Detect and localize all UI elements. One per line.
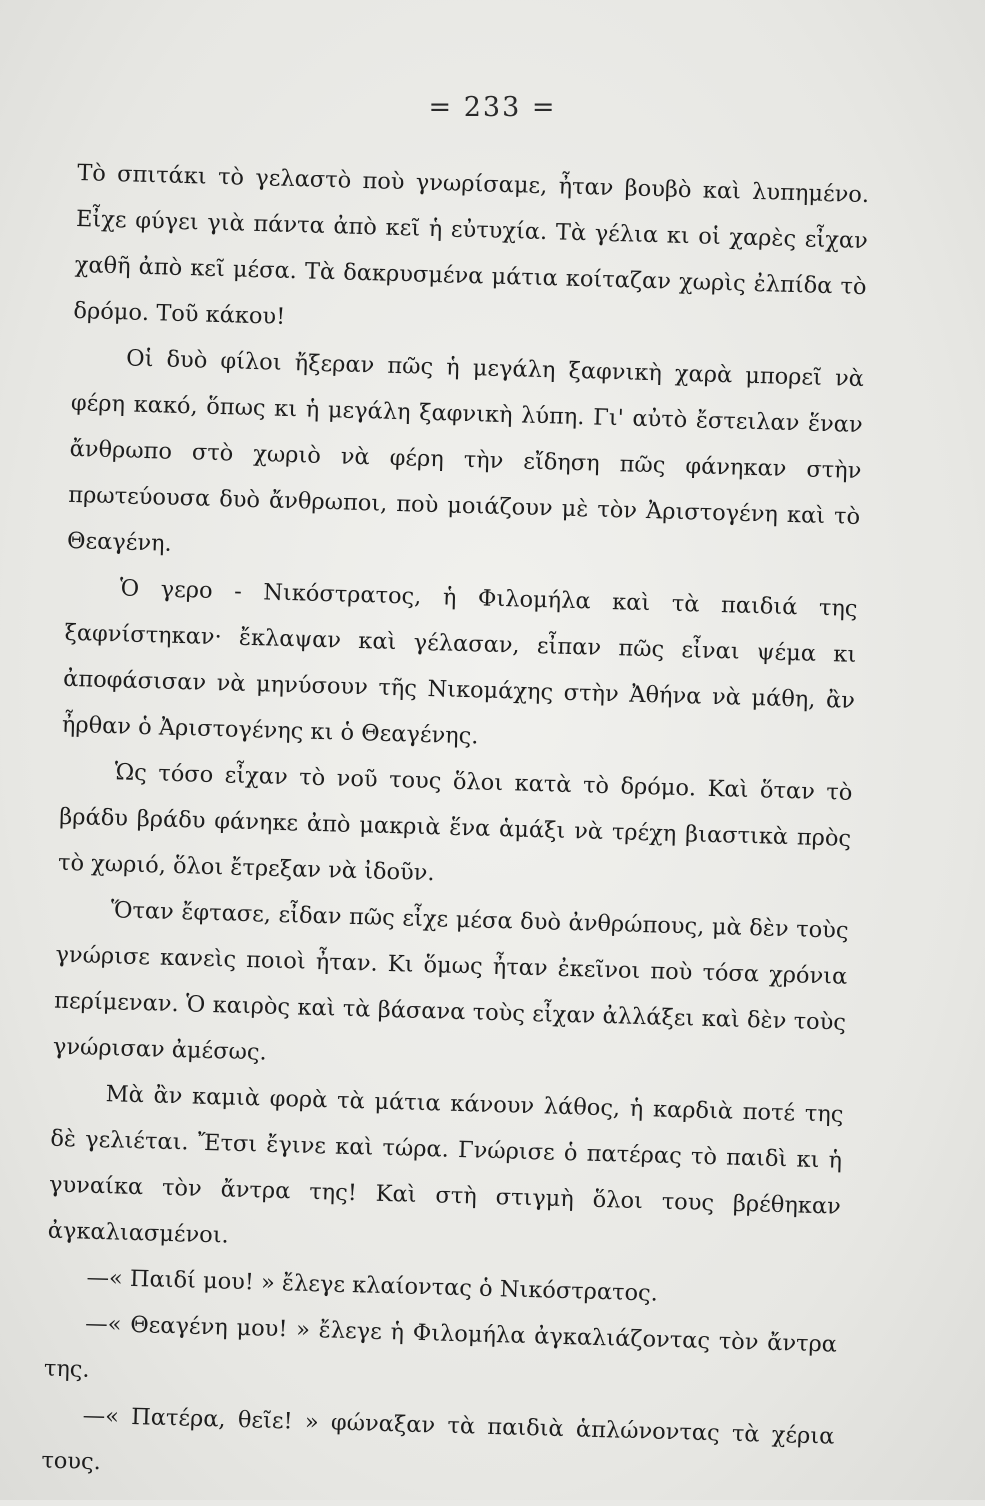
dialog-line-1: —« Παιδί μου! » ἔλεγε κλαίοντας ὁ Νικόστρατος. xyxy=(86,1264,659,1307)
paragraph-2: Οἱ δυὸ φίλοι ἤξεραν πῶς ἡ μεγάλη ξαφνικὴ χαρὰ μπορεῖ νὰ φέρη κακό, ὅπως κι ἡ μεγάλη ξαφνικὴ λύπη. Γι' αὐτὸ ἔστειλαν ἕναν ἄνθρωπο στὸ χωριὸ νὰ φέρη τὴν εἴδηση πῶς φάνηκαν στὴν πρωτεύουσα δυὸ ἄνθρωποι, ποὺ μοιάζουν μὲ τὸν Ἀριστογένη καὶ τὸ Θεαγένη. xyxy=(66,345,865,557)
dialog-line-3: —« Πατέρα, θεῖε! » φώναξαν τὰ παιδιὰ ἁπλώνοντας τὰ χέρια τους. xyxy=(41,1402,835,1476)
paragraph-3: Ὁ γερο - Νικόστρατος, ἡ Φιλομήλα καὶ τὰ παιδιά της ξαφνίστηκαν· ἔκλαψαν καὶ γέλασαν, εἶπαν πῶς εἶναι ψέμα κι ἀποφάσισαν νὰ μηνύσουν τῆς Νικομάχης στὴν Ἀθήνα νὰ μάθη, ἂν ἦρθαν ὁ Ἀριστογένης κι ὁ Θεαγένης. xyxy=(61,575,858,750)
paragraph-5: Ὅταν ἔφτασε, εἶδαν πῶς εἶχε μέσα δυὸ ἀνθρώπους, μὰ δὲν τοὺς γνώρισε κανεὶς ποιοὶ ἦταν. Κι ὅμως ἦταν ἐκεῖνοι ποὺ τόσα χρόνια περίμεναν. Ὁ καιρὸς καὶ τὰ βάσανα τοὺς εἶχαν ἀλλάξει καὶ δὲν τοὺς γνώρισαν ἀμέσως. xyxy=(52,897,849,1066)
page-body xyxy=(41,150,870,1506)
dialog-line-2: —« Θεαγένη μου! » ἔλεγε ἡ Φιλομήλα ἀγκαλιάζοντας τὸν ἄντρα της. xyxy=(43,1310,838,1383)
paragraph-1: Τὸ σπιτάκι τὸ γελαστὸ ποὺ γνωρίσαμε, ἦταν βουβὸ καὶ λυπημένο. Εἶχε φύγει γιὰ πάντα ἀπὸ κεῖ ἡ εὐτυχία. Τὰ γέλια κι οἱ χαρὲς εἶχαν χαθῆ ἀπὸ κεῖ μέσα. Τὰ δακρυσμένα μάτια κοίταζαν χωρὶς ἐλπίδα τὸ δρόμο. Τοῦ κάκου! xyxy=(73,159,870,330)
page-number: = 233 = xyxy=(428,92,557,123)
paragraph-6: Μὰ ἂν καμιὰ φορὰ τὰ μάτια κάνουν λάθος, ἡ καρδιὰ ποτέ της δὲ γελιέται. Ἔτσι ἔγινε καὶ τώρα. Γνώρισε ὁ πατέρας τὸ παιδὶ κι ἡ γυναίκα τὸν ἄντρα της! Καὶ στὴ στιγμὴ ὅλοι τους βρέθηκαν ἀγκαλιασμένοι. xyxy=(47,1081,844,1249)
paragraph-4: Ὡς τόσο εἶχαν τὸ νοῦ τους ὅλοι κατὰ τὸ δρόμο. Καὶ ὅταν τὸ βράδυ βράδυ φάνηκε ἀπὸ μακριὰ ἕνα ἁμάξι νὰ τρέχη βιαστικὰ πρὸς τὸ χωριό, ὅλοι ἔτρεξαν νὰ ἰδοῦν. xyxy=(57,759,853,887)
